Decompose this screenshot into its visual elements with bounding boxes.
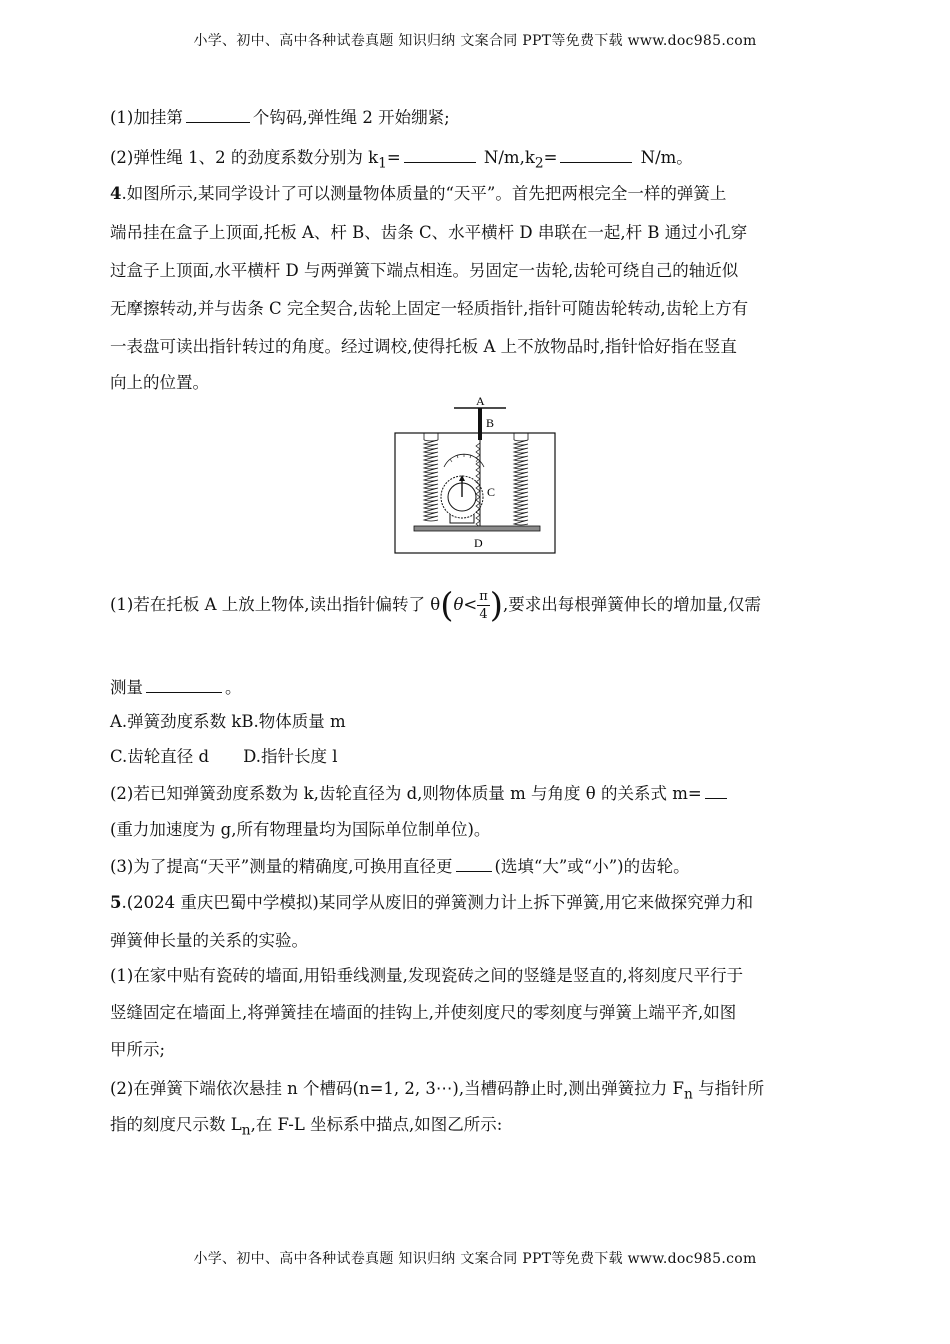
answer-blank — [560, 148, 632, 163]
answer-blank — [186, 108, 250, 123]
pi-over-4: $\frac{\pi}{4}$ — [479, 589, 488, 622]
q5-sub1-line-3: 甲所示; — [110, 1040, 166, 1059]
q4-line-2: 端吊挂在盒子上顶面,托板 A、杆 B、齿条 C、水平横杆 D 串联在一起,杆 B 通过小孔穿 — [110, 223, 748, 242]
q5-sub2-line-1: (2)在弹簧下端依次悬挂 n 个槽码(n=1, 2, 3⋯),当槽码静止时,测出弹簧拉力 $F_n$ 与指针所 — [110, 1079, 765, 1103]
q4-line-6: 向上的位置。 — [110, 373, 209, 392]
q4-sub1-measure: 测量 。 — [110, 678, 242, 697]
q5-line-2: 弹簧伸长量的关系的实验。 — [110, 931, 308, 950]
q4-sub3: (3)为了提高“天平”测量的精确度,可换用直径更 (选填“大”或“小”)的齿轮。 — [110, 857, 690, 876]
q4-sub2-note: (重力加速度为 g,所有物理量均为国际单位制单位)。 — [110, 820, 491, 839]
q4-line-5: 一表盘可读出指针转过的角度。经过调校,使得托板 A 上不放物品时,指针恰好指在竖直 — [110, 337, 737, 356]
label-a: A — [476, 395, 485, 408]
page-footer: 小学、初中、高中各种试卷真题 知识归纳 文案合同 PPT等免费下载 www.doc985.com — [193, 1251, 757, 1267]
page-header: 小学、初中、高中各种试卷真题 知识归纳 文案合同 PPT等免费下载 www.doc985.com — [193, 33, 757, 49]
option-d: D.指针长度 l — [243, 747, 338, 766]
answer-blank — [705, 784, 727, 799]
label-b: B — [486, 416, 495, 430]
left-spring — [424, 433, 438, 521]
q5-sub1-line-2: 竖缝固定在墙面上,将弹簧挂在墙面的挂钩上,并使刻度尺的零刻度与弹簧上端平齐,如图 — [110, 1003, 737, 1022]
q5-line-1: 5.(2024 重庆巴蜀中学模拟)某同学从废旧的弹簧测力计上拆下弹簧,用它来做探究弹力和 — [110, 893, 754, 912]
q4-sub2: (2)若已知弹簧劲度系数为 k,齿轮直径为 d,则物体质量 m 与角度 θ 的关系式 m= — [110, 780, 730, 804]
bar-d — [414, 526, 540, 531]
answer-blank — [404, 148, 476, 163]
right-spring — [514, 433, 528, 525]
answer-blank — [146, 678, 222, 693]
option-c: C.齿轮直径 d — [110, 747, 210, 766]
q4-options-ab — [110, 708, 346, 732]
option-b: B.物体质量 m — [241, 712, 346, 731]
answer-blank — [456, 857, 492, 872]
q5-sub1-line-1: (1)在家中贴有瓷砖的墙面,用铅垂线测量,发现瓷砖之间的竖缝是竖直的,将刻度尺平行于 — [110, 966, 744, 985]
q3-part1: (1)加挂第 个钩码,弹性绳 2 开始绷紧; — [110, 108, 450, 127]
q4-options-cd — [110, 743, 338, 767]
rod-b — [478, 408, 482, 440]
balance-diagram — [394, 395, 556, 555]
q4-line-4: 无摩擦转动,并与齿条 C 完全契合,齿轮上固定一轻质指针,指针可随齿轮转动,齿轮上方有 — [110, 299, 749, 318]
label-d: D — [474, 536, 483, 550]
option-a: A.弹簧劲度系数 k — [110, 712, 242, 731]
label-c: C — [487, 485, 496, 499]
q5-sub2-line-2: 指的刻度尺示数 $L_n$,在 F-L 坐标系中描点,如图乙所示: — [110, 1115, 503, 1139]
q4-sub1: (1)若在托板 A 上放上物体,读出指针偏转了 θ(θ< $\frac{\pi}{4}$ ),要求出每根弹簧伸长的增加量,仅需 — [110, 585, 762, 626]
q4-line-3: 过盒子上顶面,水平横杆 D 与两弹簧下端点相连。另固定一齿轮,齿轮可绕自己的轴近似 — [110, 261, 739, 280]
q4-line-1: 4.如图所示,某同学设计了可以测量物体质量的“天平”。首先把两根完全一样的弹簧上 — [110, 184, 727, 203]
q3-part2: (2)弹性绳 1、2 的劲度系数分别为 $k_1= N/m,k_2= N/m$。 — [110, 148, 693, 172]
